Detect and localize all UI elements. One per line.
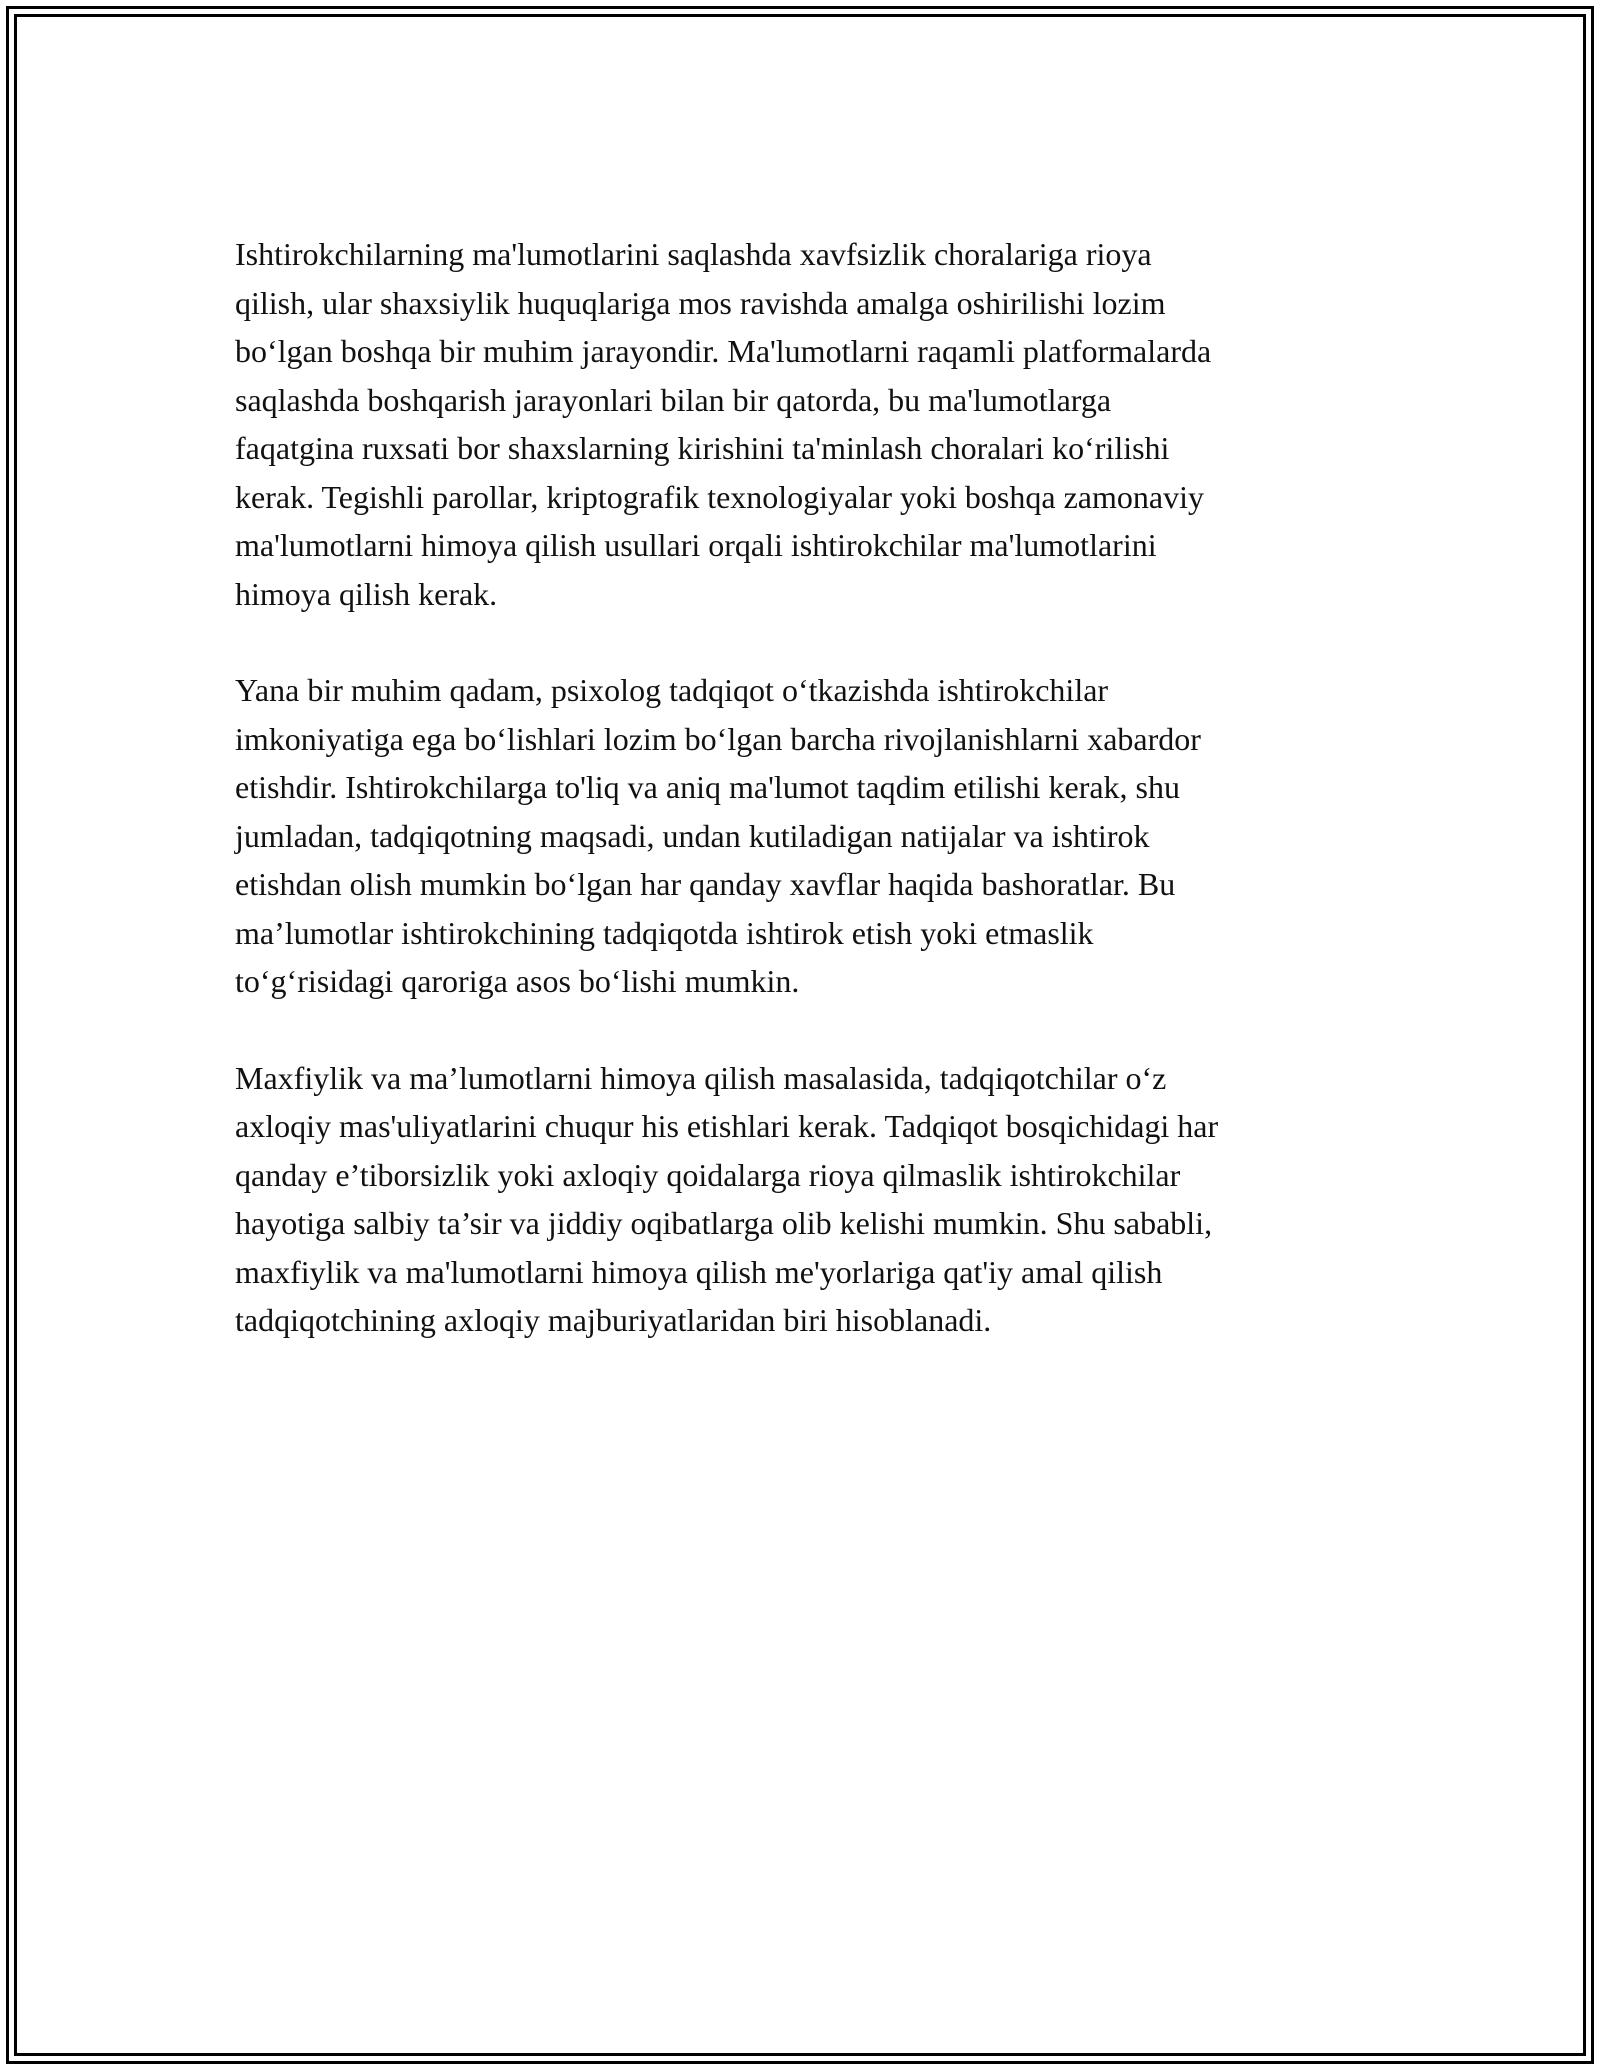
paragraph-participant-information: Yana bir muhim qadam, psixolog tadqiqot o‘tkazishda ishtirokchilar imkoniyatiga ega bo‘lishlari lozim bo‘lgan barcha rivojlanishlarni xabardor etishdir. Ishtirokchilarga to'liq va aniq ma'lumot taqdim etilishi kerak, shu jumladan, tadqiqotning maqsadi, undan kutiladigan natijalar va ishtirok etishdan olish mumkin bo‘lgan har qanday xavflar haqida bashoratlar. Bu ma’lumotlar ishtirokchining tadqiqotda ishtirok etish yoki etmaslik to‘g‘risidagi qaroriga asos bo‘lishi mumkin. xyxy=(235,672,1201,999)
document-body xyxy=(235,230,1375,1393)
paragraph-privacy-ethics: Maxfiylik va ma’lumotlarni himoya qilish masalasida, tadqiqotchilar o‘z axloqiy mas'uliyatlarini chuqur his etishlari kerak. Tadqiqot bosqichidagi har qanday e’tiborsizlik yoki axloqiy qoidalarga rioya qilmaslik ishtirokchilar hayotiga salbiy ta’sir va jiddiy oqibatlarga olib kelishi mumkin. Shu sababli, maxfiylik va ma'lumotlarni himoya qilish me'yorlariga qat'iy amal qilish tadqiqotchining axloqiy majburiyatlaridan biri hisoblanadi. xyxy=(235,1059,1219,1338)
paragraph-data-security: Ishtirokchilarning ma'lumotlarini saqlashda xavfsizlik choralariga rioya qilish, ular shaxsiylik huquqlariga mos ravishda amalga oshirilishi lozim bo‘lgan boshqa bir muhim jarayondir. Ma'lumotlarni raqamli platformalarda saqlashda boshqarish jarayonlari bilan bir qatorda, bu ma'lumotlarga faqatgina ruxsati bor shaxslarning kirishini ta'minlash choralari ko‘rilishi kerak. Tegishli parollar, kriptografik texnologiyalar yoki boshqa zamonaviy ma'lumotlarni himoya qilish usullari orqali ishtirokchilar ma'lumotlarini himoya qilish kerak. xyxy=(235,236,1212,612)
